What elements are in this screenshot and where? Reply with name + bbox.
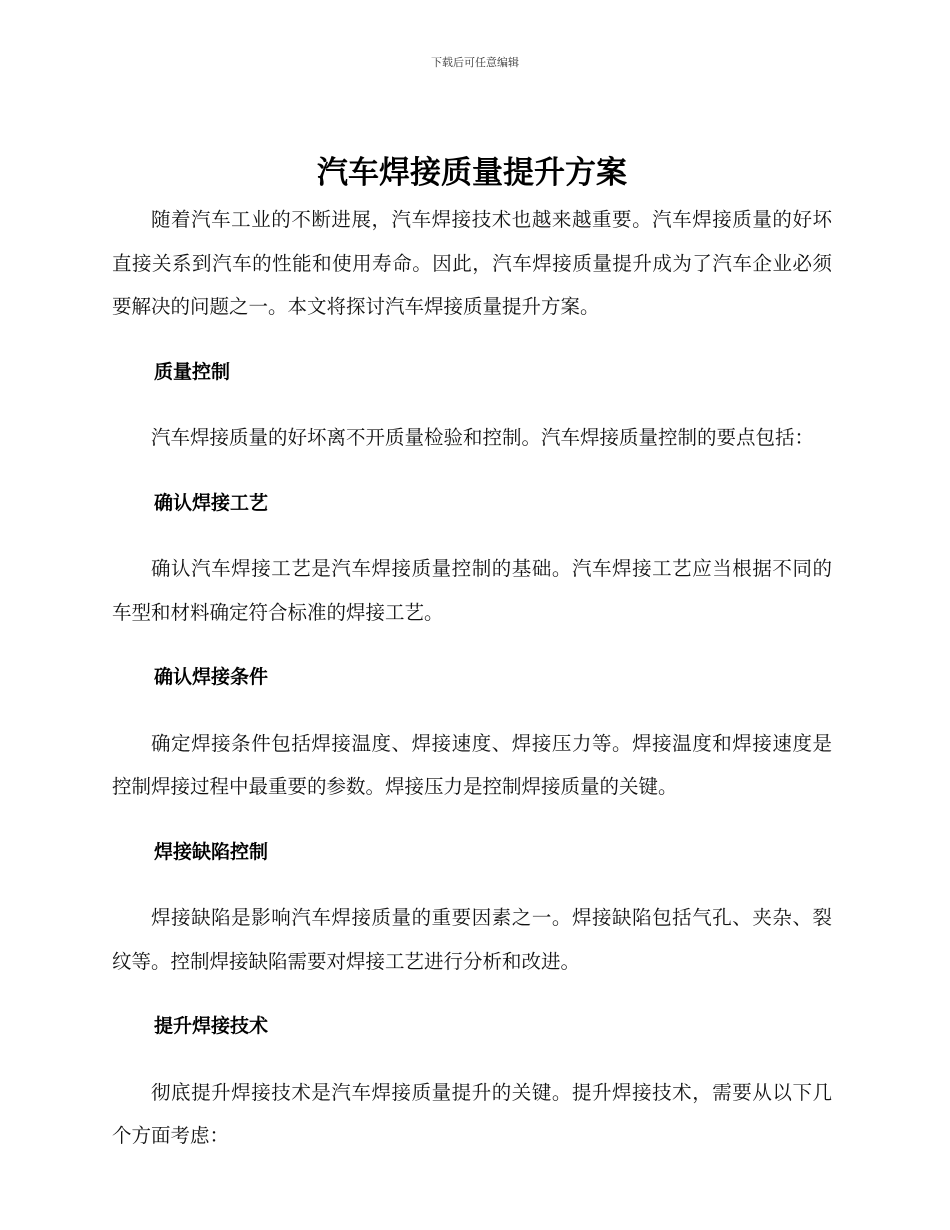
section-heading-defect-control: 焊接缺陷控制 — [154, 840, 269, 863]
section-gap — [112, 634, 832, 656]
section-gap — [112, 525, 832, 547]
section-gap — [112, 700, 832, 722]
document-page — [112, 148, 832, 1158]
section-heading-welding-conditions: 确认焊接条件 — [154, 666, 269, 688]
section-paragraph-welding-process: 确认汽车焊接工艺是汽车焊接质量控制的基础。汽车焊接工艺应当根据不同的车型和材料确定符合标准的焊接工艺。 — [112, 557, 832, 624]
section-heading-quality-control: 质量控制 — [154, 360, 231, 383]
section-gap — [112, 809, 832, 831]
section-paragraph-welding-conditions: 确定焊接条件包括焊接温度、焊接速度、焊接压力等。焊接温度和焊接速度是控制焊接过程中最重要的参数。焊接压力是控制焊接质量的关键。 — [112, 731, 832, 798]
section-gap — [112, 1049, 832, 1071]
section-paragraph-defect-control: 焊接缺陷是影响汽车焊接质量的重要因素之一。焊接缺陷包括气孔、夹杂、裂纹等。控制焊接缺陷需要对焊接工艺进行分析和改进。 — [112, 906, 832, 973]
section-heading-welding-process: 确认焊接工艺 — [154, 491, 269, 514]
section-gap — [112, 983, 832, 1005]
header-note: 下载后可任意编辑 — [431, 56, 519, 69]
section-gap — [112, 329, 832, 351]
intro-paragraph: 随着汽车工业的不断进展，汽车焊接技术也越来越重要。汽车焊接质量的好坏直接关系到汽车的性能和使用寿命。因此，汽车焊接质量提升成为了汽车企业必须要解决的问题之一。本文将探讨汽车焊接质量提升方案。 — [112, 208, 832, 318]
section-gap — [112, 874, 832, 896]
section-heading-improve-technology: 提升焊接技术 — [154, 1015, 269, 1037]
section-paragraph-quality-control: 汽车焊接质量的好坏离不开质量检验和控制。汽车焊接质量控制的要点包括： — [151, 426, 815, 449]
section-paragraph-improve-technology: 彻底提升焊接技术是汽车焊接质量提升的关键。提升焊接技术，需要从以下几个方面考虑： — [112, 1080, 832, 1147]
section-gap — [112, 460, 832, 482]
section-gap — [112, 394, 832, 416]
document-title: 汽车焊接质量提升方案 — [317, 155, 627, 191]
